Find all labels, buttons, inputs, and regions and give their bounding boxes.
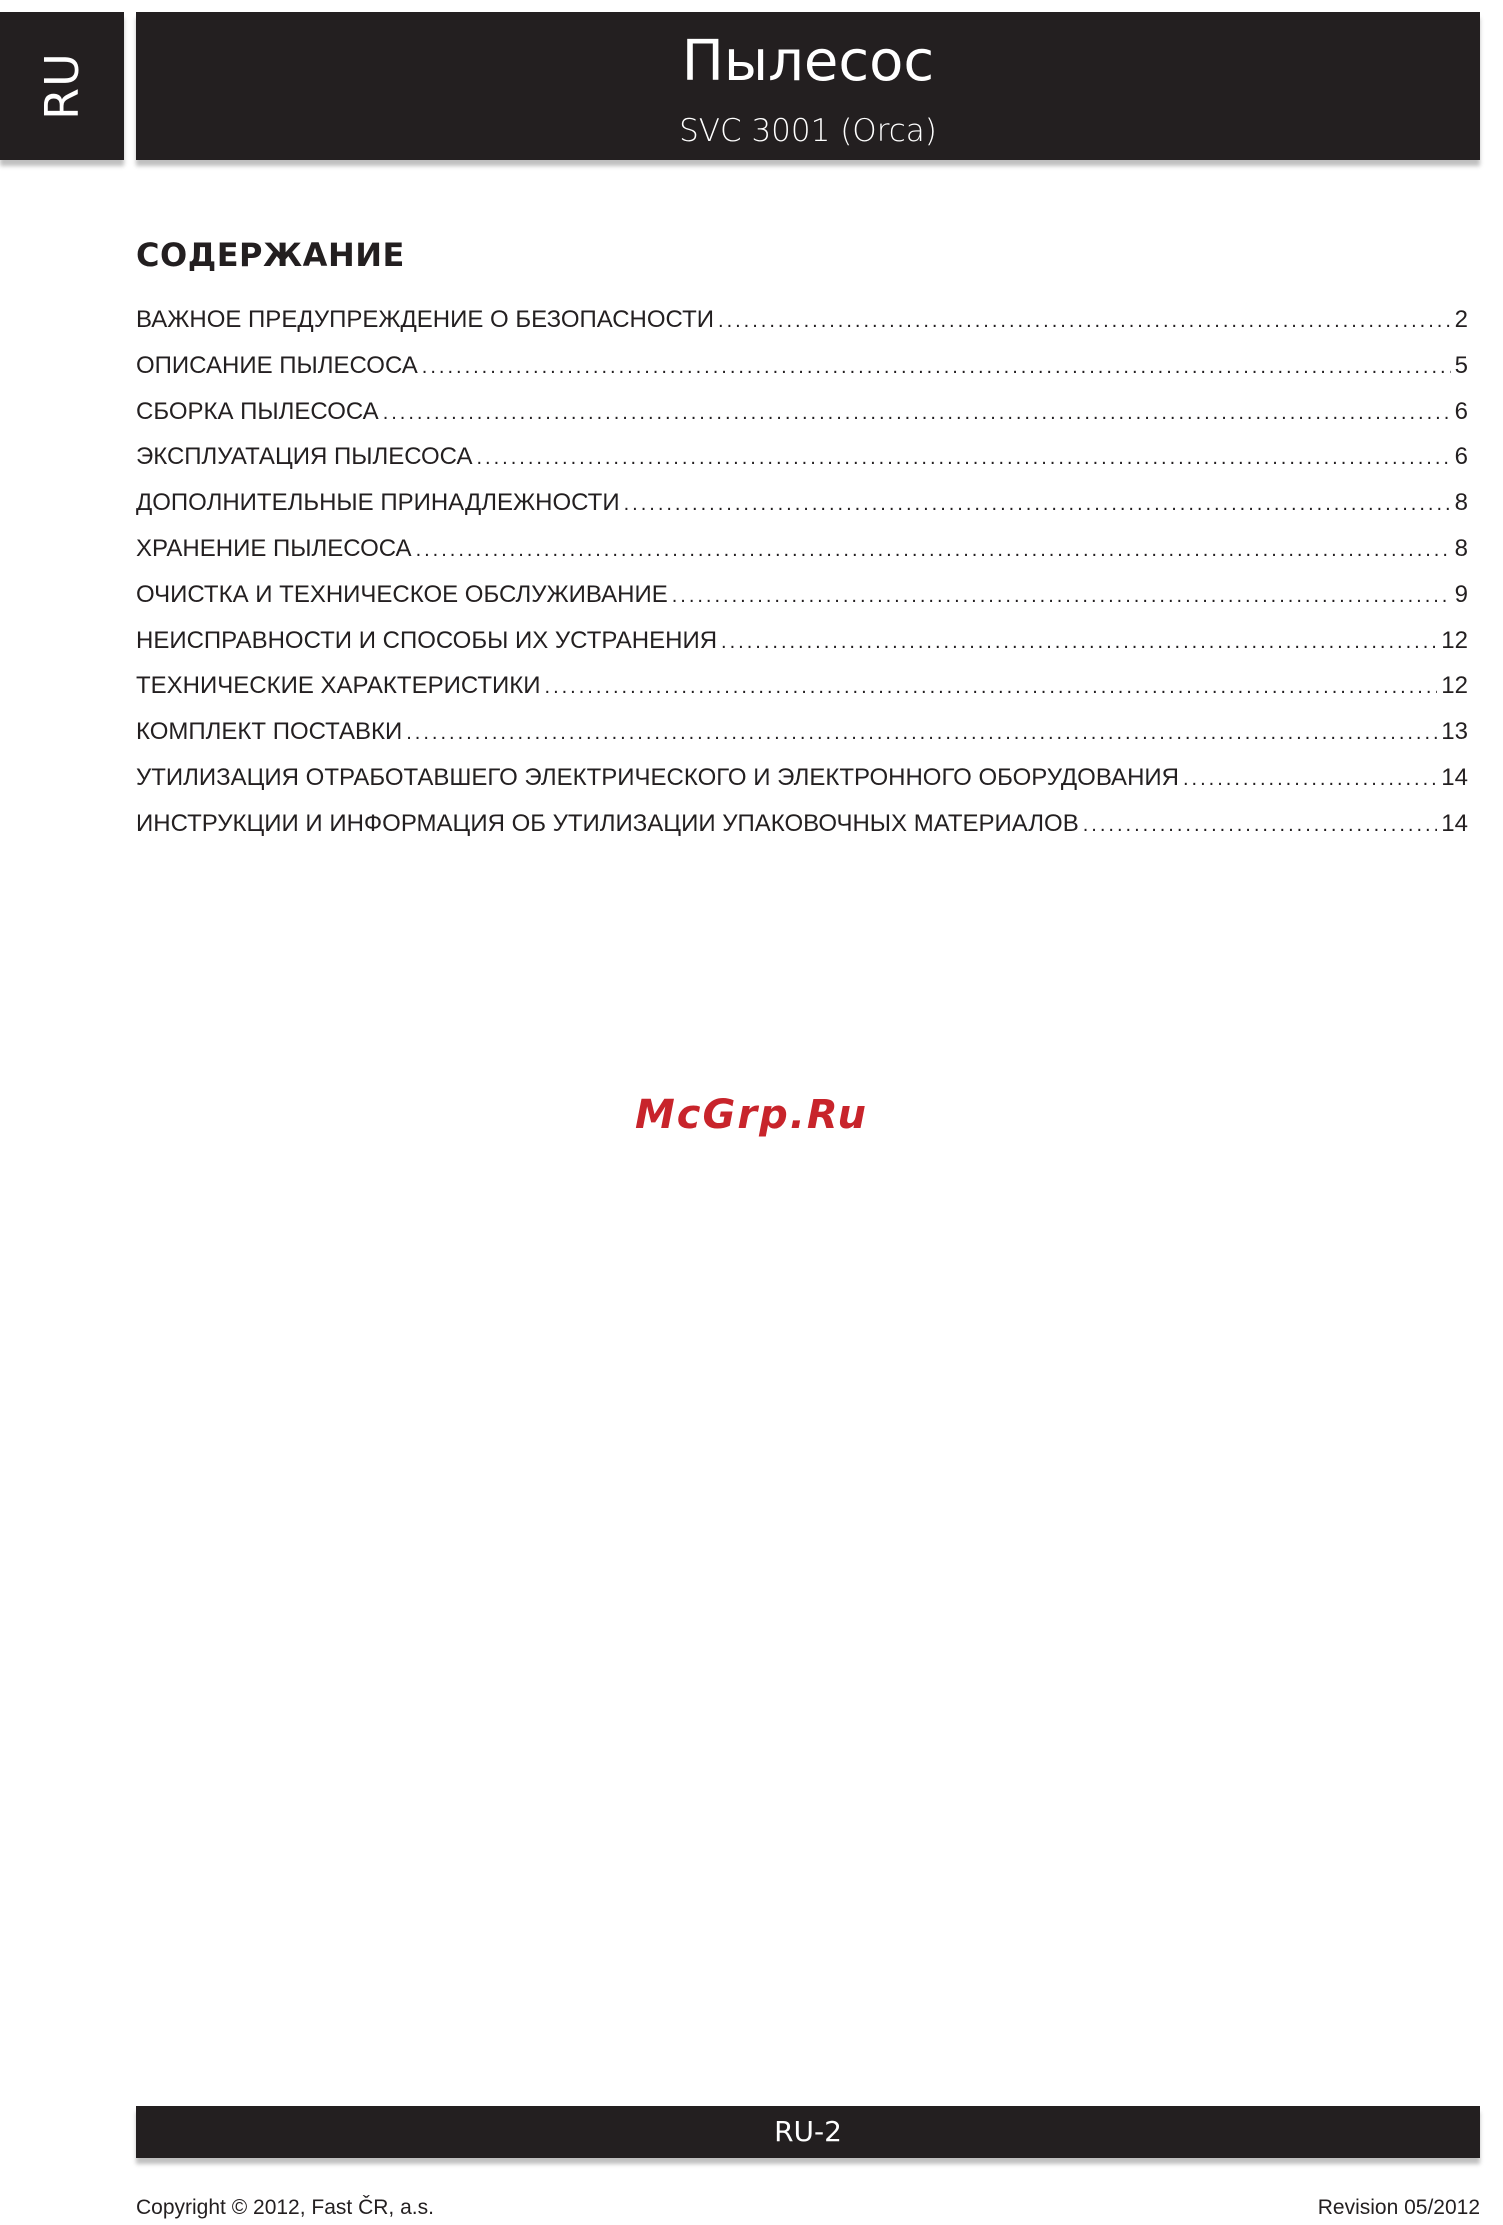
language-tab xyxy=(0,12,124,160)
toc-item-page: 14 xyxy=(1441,763,1468,791)
toc-item-page: 9 xyxy=(1454,580,1468,608)
toc-leader xyxy=(1183,768,1437,791)
toc-item-page: 12 xyxy=(1441,672,1468,700)
toc-item-page: 2 xyxy=(1454,306,1468,333)
toc-item-label: СБОРКА ПЫЛЕСОСА xyxy=(136,397,379,425)
toc-item xyxy=(136,443,1468,489)
toc-item-label: ТЕХНИЧЕСКИЕ ХАРАКТЕРИСТИКИ xyxy=(136,672,541,700)
toc-leader xyxy=(545,676,1438,699)
page-title: Пылесос xyxy=(681,29,935,94)
language-label: RU xyxy=(34,52,89,120)
toc-leader xyxy=(383,402,1451,425)
toc-item-page: 6 xyxy=(1454,397,1468,425)
toc-item xyxy=(136,535,1468,581)
toc-item-label: ОПИСАНИЕ ПЫЛЕСОСА xyxy=(136,351,418,379)
toc-item xyxy=(136,810,1468,856)
toc-item-label: ИНСТРУКЦИИ И ИНФОРМАЦИЯ ОБ УТИЛИЗАЦИИ УПАКОВОЧНЫХ МАТЕРИАЛОВ xyxy=(136,809,1079,837)
toc-leader xyxy=(1083,814,1438,837)
toc-leader xyxy=(721,631,1437,654)
toc-leader xyxy=(476,447,1450,470)
toc-leader xyxy=(672,585,1451,608)
header-bar xyxy=(136,12,1480,160)
toc-item xyxy=(136,489,1468,535)
toc-leader xyxy=(406,722,1437,745)
toc-item xyxy=(136,398,1468,444)
toc-item-label: ВАЖНОЕ ПРЕДУПРЕЖДЕНИЕ О БЕЗОПАСНОСТИ xyxy=(136,306,715,333)
toc-item-page: 13 xyxy=(1441,718,1468,746)
footer-bar xyxy=(136,2106,1480,2158)
copyright-text: Copyright © 2012, Fast ČR, a.s. xyxy=(136,2196,434,2219)
toc-item xyxy=(136,352,1468,398)
revision-text: Revision 05/2012 xyxy=(1317,2196,1480,2219)
page-number: RU-2 xyxy=(774,2115,842,2148)
toc-item-label: УТИЛИЗАЦИЯ ОТРАБОТАВШЕГО ЭЛЕКТРИЧЕСКОГО И ЭЛЕКТРОННОГО ОБОРУДОВАНИЯ xyxy=(136,763,1179,791)
toc-item xyxy=(136,306,1468,352)
toc-item xyxy=(136,581,1468,627)
toc-item-page: 8 xyxy=(1454,489,1468,517)
toc-item xyxy=(136,672,1468,718)
toc-heading: СОДЕРЖАНИЕ xyxy=(136,236,405,274)
model-subtitle: SVC 3001 (Orca) xyxy=(679,113,937,149)
toc-item-label: ДОПОЛНИТЕЛЬНЫЕ ПРИНАДЛЕЖНОСТИ xyxy=(136,489,620,517)
toc-item xyxy=(136,764,1468,810)
toc-item-page: 6 xyxy=(1454,443,1468,471)
toc-item-page: 8 xyxy=(1454,534,1468,562)
watermark: McGrp.Ru xyxy=(635,1092,868,1138)
toc-leader xyxy=(624,493,1451,516)
toc-item-label: ОЧИСТКА И ТЕХНИЧЕСКОЕ ОБСЛУЖИВАНИЕ xyxy=(136,580,668,608)
toc-item-label: КОМПЛЕКТ ПОСТАВКИ xyxy=(136,718,403,746)
toc-item-page: 12 xyxy=(1441,626,1468,654)
toc-item-label: ЭКСПЛУАТАЦИЯ ПЫЛЕСОСА xyxy=(136,443,473,471)
toc-item xyxy=(136,627,1468,673)
toc-leader xyxy=(718,310,1451,333)
toc-item-label: НЕИСПРАВНОСТИ И СПОСОБЫ ИХ УСТРАНЕНИЯ xyxy=(136,626,718,654)
toc-leader xyxy=(416,539,1451,562)
toc-item xyxy=(136,718,1468,764)
table-of-contents xyxy=(136,306,1468,856)
toc-leader xyxy=(422,356,1451,379)
toc-item-label: ХРАНЕНИЕ ПЫЛЕСОСА xyxy=(136,534,412,562)
toc-item-page: 5 xyxy=(1454,351,1468,379)
toc-item-page: 14 xyxy=(1441,809,1468,837)
